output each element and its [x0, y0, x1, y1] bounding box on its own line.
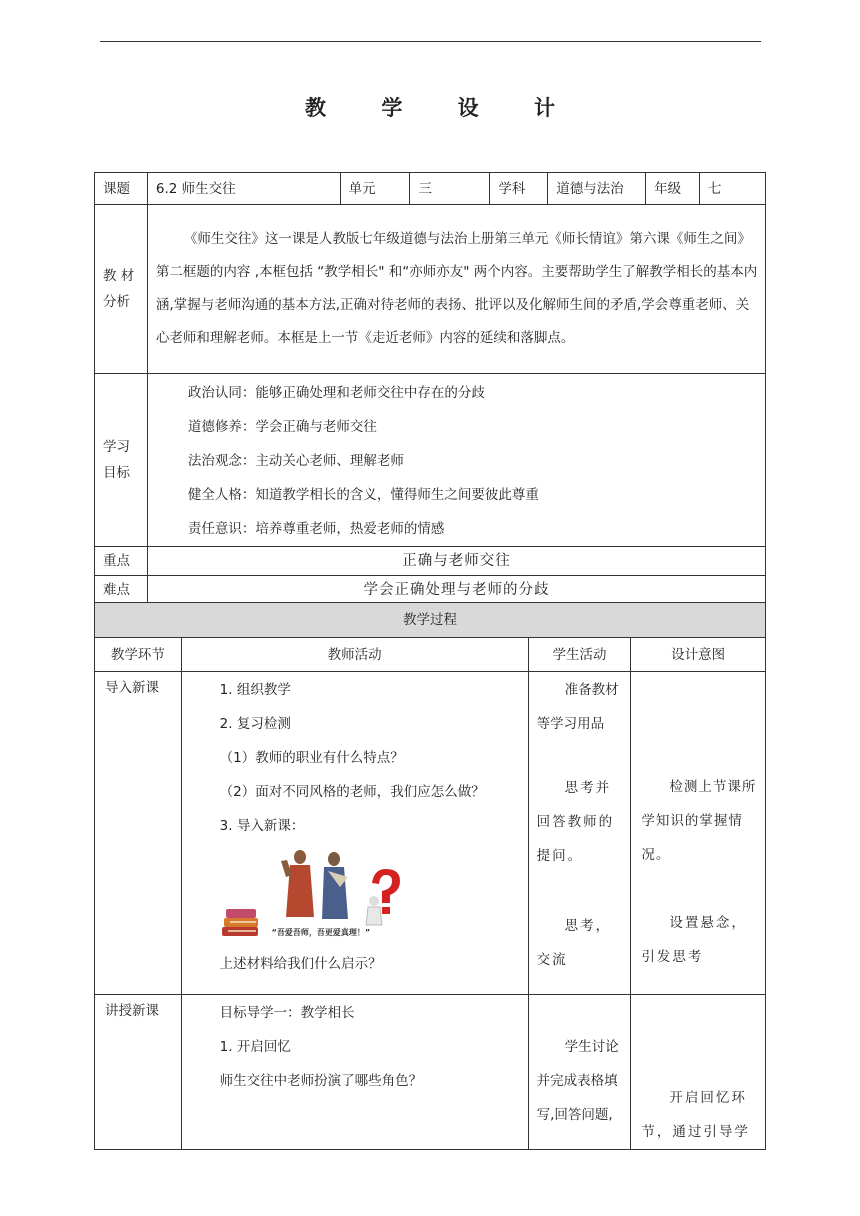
- difficulty-label: 难点: [95, 576, 148, 605]
- analysis-label: 教 材 分析: [95, 205, 148, 374]
- new-lesson-intent: [631, 995, 766, 1150]
- topic-row: [95, 173, 766, 205]
- page-title: 教 学 设 计: [305, 95, 579, 120]
- header-intent: 设计意图: [631, 638, 766, 672]
- new-lesson-stage: 讲授新课: [95, 995, 182, 1150]
- key-point-text: 正确与老师交往: [147, 547, 765, 576]
- new-lesson-teacher: [181, 995, 528, 1150]
- objective-item: 责任意识：培养尊重老师，热爱老师的情感: [187, 521, 445, 537]
- philosophers-icon: [278, 847, 362, 921]
- header-rule: [100, 41, 761, 42]
- objective-item: 健全人格：知道教学相长的含义，懂得师生之间要彼此尊重: [187, 487, 539, 503]
- question-figure-icon: [362, 867, 408, 927]
- teacher-item: 1. 开启回忆: [219, 1039, 291, 1055]
- process-header-row: [95, 638, 766, 672]
- grade-value: 七: [700, 173, 766, 205]
- info-table: [94, 172, 766, 605]
- objectives-row: [95, 374, 766, 547]
- key-point-label: 重点: [95, 547, 148, 576]
- grade-label: 年级: [646, 173, 700, 205]
- analysis-paragraph: 《师生交往》这一课是人教版七年级道德与法治上册第三单元《师长情谊》第六课《师生之间》 第二框题的内容 ,本框包括 “教学相长" 和“亦师亦友" 两个内容。主要帮助学生了解教学相长的基本内涵,掌握与老师沟通的基本方法,正确对待老师的表扬、批评以及化解师生间的矛盾,学会尊重老师、关心老师和理解老师。本框是上一节《走近老师》内容的延续和落脚点。: [155, 231, 758, 346]
- objectives-list: [147, 374, 765, 547]
- process-title: 教学过程: [95, 603, 766, 638]
- process-table: [94, 602, 766, 1150]
- objective-item: 道德修养：学会正确与老师交往: [187, 419, 377, 435]
- illustration-caption: “吾爱吾师，吾更爱真理！”: [271, 928, 371, 937]
- student-activity-a: 准备教材等学习用品: [536, 682, 619, 732]
- new-lesson-row: [95, 995, 766, 1150]
- analysis-row: [95, 205, 766, 374]
- books-icon: [220, 905, 262, 939]
- teacher-item: （1）教师的职业有什么特点？: [219, 750, 404, 766]
- teacher-question: 上述材料给我们什么启示？: [219, 956, 382, 972]
- teacher-item: 师生交往中老师扮演了哪些角色？: [219, 1073, 423, 1089]
- teacher-item: 目标导学一：教学相长: [219, 1005, 355, 1021]
- teacher-item: （2）面对不同风格的老师，我们应怎么做？: [219, 784, 485, 800]
- teacher-item: 3. 导入新课：: [219, 818, 305, 834]
- student-activity: 学生讨论并完成表格填写,回答问题,: [536, 1039, 619, 1123]
- key-point-row: [95, 547, 766, 576]
- intro-row: [95, 672, 766, 995]
- objectives-label: 学习 目标: [95, 374, 148, 547]
- process-title-row: [95, 603, 766, 638]
- new-lesson-student: [528, 995, 631, 1150]
- objective-item: 法治观念：主动关心老师、理解老师: [187, 453, 404, 469]
- header-stage: 教学环节: [95, 638, 182, 672]
- topic-label: 课题: [95, 173, 148, 205]
- objective-item: 政治认同：能够正确处理和老师交往中存在的分歧: [187, 385, 485, 401]
- intent-b: 设置悬念，引发思考: [641, 915, 747, 965]
- subject-label: 学科: [490, 173, 548, 205]
- analysis-text: [147, 205, 765, 374]
- lead-in-illustration: [182, 843, 522, 951]
- unit-label: 单元: [340, 173, 410, 205]
- intro-teacher: [181, 672, 528, 995]
- difficulty-row: [95, 576, 766, 605]
- student-activity-c: 思考，交流: [536, 918, 612, 968]
- intro-stage: 导入新课: [95, 672, 182, 995]
- intent-a: 检测上节课所学知识的掌握情况。: [641, 779, 757, 863]
- intro-intent: [631, 672, 766, 995]
- teacher-item: 2. 复习检测: [219, 716, 291, 732]
- student-activity-b: 思考并回答教师的提问。: [536, 780, 615, 864]
- intent: 开启回忆环节，通过引导学: [641, 1090, 750, 1140]
- teacher-item: 1. 组织教学: [219, 682, 291, 698]
- header-student: 学生活动: [528, 638, 631, 672]
- unit-value: 三: [410, 173, 490, 205]
- subject-value: 道德与法治: [548, 173, 646, 205]
- header-teacher: 教师活动: [181, 638, 528, 672]
- intro-student: [528, 672, 631, 995]
- topic-value: 6.2 师生交往: [147, 173, 340, 205]
- difficulty-text: 学会正确处理与老师的分歧: [147, 576, 765, 605]
